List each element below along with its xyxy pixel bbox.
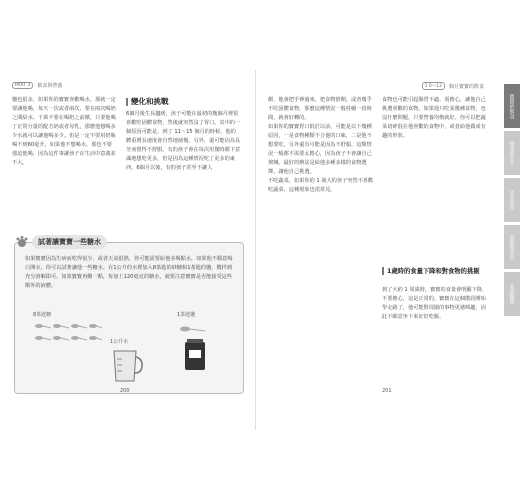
right-header-title: 個月寶寶的飲食 <box>448 83 484 90</box>
section-title-picky <box>382 266 490 275</box>
sugar-bag-icon <box>183 338 207 372</box>
tip-title: 試著讓寶寶一些糖水 <box>32 235 107 249</box>
tab-growth[interactable]: 成長發育 <box>504 178 520 222</box>
right-col1-text: 餵，他會把手伸過來，把食物推開，或者幾乎不吃固體食物，那麼這種情況一般持續一段時間，就會好轉的。 如果你的寶寶胃口低於以前，可能是以下幾種原因，一是食物種類不合他的口味，二是他不想要吃，另外還有可能是因為不舒服。這類情況一般都不需要太擔心，因為孩子不會讓自己挨餓。最好的辦法是給他多種多樣的食物選擇，讓他自己挑選。 不吃蔬菜，如果你的 1 歲大的孩子突然不喜歡吃蔬菜，這種現象也很常見。 <box>268 97 374 193</box>
left-header <box>12 82 62 89</box>
spoons-icon <box>33 320 103 348</box>
left-intro-text: 鹽也很多，如果你的寶寶喜歡喝水，那就一定要讓他喝，每天一次或者兩次，要在兩次喝奶之間給水。千萬不要在喝奶之前餵，只要他喝了正常分量的配方奶或者母乳，那麼他想喝多少水就可以讓他喝多少。但是一定不要用奶瓶喝不到60毫升，如果他不想喝水，那也不要強迫他喝，因為這件事讓孩子在生活中意義並不大。 <box>12 97 116 166</box>
part-badge: PART 3 <box>12 82 33 89</box>
tip-box <box>14 238 244 394</box>
spoon-icon <box>177 323 207 335</box>
section-title-changes <box>126 96 169 107</box>
sugar-bag-illustration <box>183 338 207 376</box>
tip-header <box>15 235 107 249</box>
age-badge: 1 0～12 <box>422 82 445 90</box>
measuring-jug-icon <box>110 347 144 383</box>
water-label: 1公升水 <box>110 339 129 345</box>
salt-spoon-illustration <box>177 311 207 339</box>
book-spread <box>0 70 520 430</box>
section-title-text: 變化和挑戰 <box>131 97 169 106</box>
section-bar-icon <box>382 267 384 275</box>
tab-play-learning[interactable]: 遊戲與學習 <box>504 225 520 269</box>
sugar-label: 8茶匙糖 <box>33 312 52 318</box>
right-col2-text: 食物也可能引起腸胃不適，別擔心，讓他自己挑選喜歡的食物。如果他只吃某幾種食物，也沒什麼問題，只要營養均衡就好。你可以把蔬菜切碎混在他喜歡的食物中，或者給他做成有趣的形狀。 <box>382 97 486 139</box>
right-page <box>258 70 520 430</box>
tab-baby-diet[interactable]: 寶寶的飲食 <box>504 84 520 128</box>
left-header-title: 飲食與營養 <box>37 83 63 89</box>
chapter-tabs <box>504 84 520 319</box>
left-col2-text: 6個月後生長趨緩，孩子可能在最初的幾個月裡很喜歡吃固體食物，然後就突然沒了胃口。其中的一個原因可能是，到了 11～15 個月的時候，他的體重增長速度會自然地減慢。另外，還可能因為長牙而覺得不舒服。有的孩子會在每次用餐時都下意識地想吃更多，但是因為這種情況吃了更多的東西，6個月以後，有的孩子甚至不讓人 <box>126 111 241 171</box>
right-header <box>422 82 484 90</box>
right-col2b-text: 到了大約 1 周歲時，寶寶的食量會明顯下降，不要擔心，這是正常的。寶寶在這個階段開始學走路了，他可能對周圍的事物更感興趣，因此不願意坐下來好好吃飯。 <box>382 287 488 320</box>
left-page-number: 200 <box>120 388 130 394</box>
tab-health-safety[interactable]: 健康與安全 <box>504 131 520 175</box>
tab-family[interactable]: 家庭關係 <box>504 272 520 316</box>
sugar-spoons-illustration <box>33 311 103 352</box>
section-title-text: 1歲時的食量下降和對食物的挑剔 <box>387 268 480 275</box>
tip-body-text: 如果寶寶因為生病而吃得很少，或者天氣很熱，你可能需要給他多喝點水，如果他不願意喝白開水，你可以試著讓他一些糖水。在1公升的水裡加入8茶匙的砂糖和1茶匙的鹽，攪拌到充分溶解即可。如果寶寶再餵一點，每加上120毫克的糖水，就要注意寶寶是否能接受這些額外的液體。 <box>25 256 233 289</box>
section-bar-icon <box>126 98 128 106</box>
paw-icon <box>15 235 29 249</box>
left-page <box>0 70 256 430</box>
water-jug-illustration <box>110 338 144 387</box>
right-page-number: 201 <box>382 388 392 394</box>
salt-label: 1茶匙鹽 <box>177 312 196 318</box>
